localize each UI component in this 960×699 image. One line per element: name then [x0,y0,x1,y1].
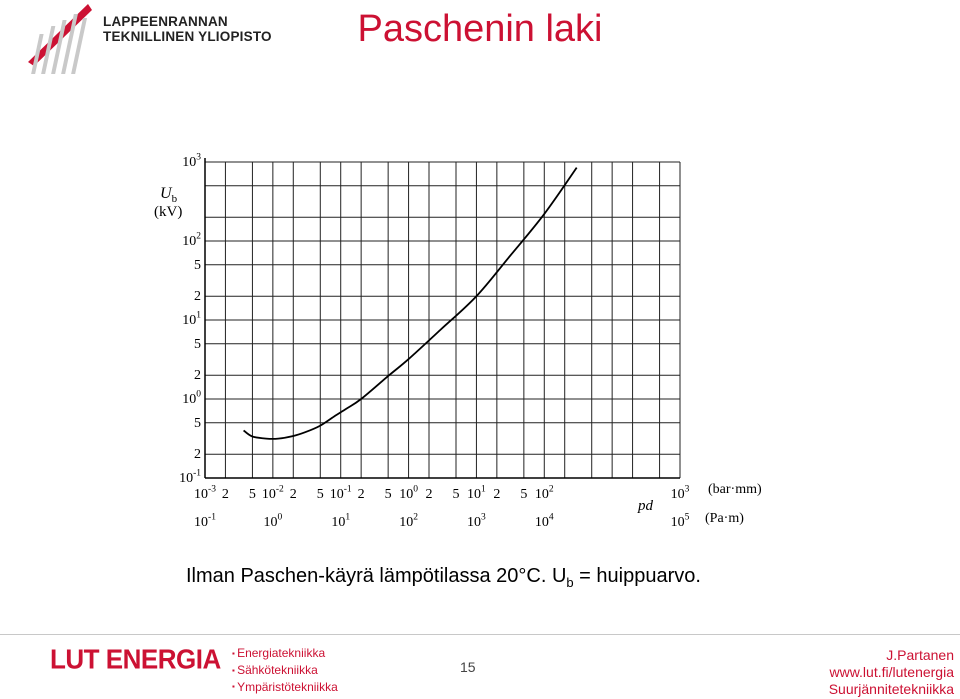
x-tick-label-bar-mm: 2 [221,487,229,502]
x-tick-label-pa-m: $10^3$ [467,512,486,530]
x-tick-label-bar-mm: $10^2$ [534,484,554,502]
x-tick-label-bar-mm: $10^{-3}$ [194,484,216,502]
paschen-chart [150,150,790,550]
x-tick-label-bar-mm: 2 [357,487,365,502]
university-name-line2: TEKNILLINEN YLIOPISTO [103,29,272,44]
course-name: Suurjännitetekniikka [828,681,954,697]
x-tick-label-bar-mm: 5 [452,487,460,502]
x-tick-label-bar-mm: 2 [425,487,433,502]
y-tick-label: 2 [194,447,201,463]
x-tick-label-bar-mm: $10^3$ [670,484,690,502]
x-tick-label-bar-mm: $10^{-1}$ [329,484,352,502]
x-tick-label-bar-mm: 5 [384,487,392,502]
caption-text-end: = huippuarvo. [573,565,701,587]
y-tick-label: $10^{-1}$ [179,468,201,486]
x-tick-label-pa-m: $10^{-1}$ [194,512,216,530]
y-tick-label: $10^0$ [182,389,201,407]
x-tick-label-bar-mm: 5 [248,487,256,502]
x-tick-label-pa-m: $10^0$ [263,512,283,530]
y-tick-label: 5 [194,336,201,352]
x-tick-label-bar-mm: $10^1$ [467,484,486,502]
y-tick-label: $10^3$ [182,152,201,170]
y-tick-label: 5 [194,415,201,431]
x-tick-label-pa-m: $10^4$ [534,512,554,530]
footer-credits [829,647,954,698]
university-name-line1: LAPPEENRANNAN [103,14,228,29]
department-item: ▪ Energiatekniikka [232,645,338,662]
x-tick-label-pa-m: $10^5$ [670,512,690,530]
x-tick-label-bar-mm: 5 [316,487,324,502]
caption-subscript: b [566,575,574,590]
x-tick-label-bar-mm: $10^0$ [399,484,418,502]
y-tick-label: 2 [194,289,201,305]
department-item: ▪ Sähkötekniikka [232,662,338,679]
department-list [232,645,338,695]
chart-caption [186,565,701,590]
caption-text: Ilman Paschen-käyrä lämpötilassa 20°C. U [186,565,567,587]
x-axis-unit-pa-m: (Pa·m) [705,511,744,526]
page-number: 15 [460,659,476,675]
x-tick-label-bar-mm: 2 [289,487,297,502]
x-tick-label-bar-mm: 5 [520,487,528,502]
page-title: Paschenin laki [357,8,603,50]
y-tick-label: 2 [194,368,201,384]
footer-divider [0,634,960,635]
y-tick-label: 5 [194,257,201,273]
x-axis-unit-bar-mm: (bar·mm) [708,482,762,497]
website-link[interactable]: www.lut.fi/lutenergia [829,664,954,680]
x-tick-label-bar-mm: 2 [493,487,501,502]
y-axis-label: $U_b$ [160,185,178,205]
department-item: ▪ Ympäristötekniikka [232,679,338,696]
y-axis-unit: (kV) [154,204,183,220]
x-tick-label-pa-m: $10^1$ [331,512,351,530]
y-tick-label: $10^1$ [182,310,201,328]
y-tick-label: $10^2$ [182,231,201,249]
x-tick-label-pa-m: $10^2$ [399,512,418,530]
x-axis-label: pd [638,498,653,514]
lut-energia-logo: LUT ENERGIA [50,643,221,675]
x-tick-label-bar-mm: $10^{-2}$ [261,484,284,502]
author: J.Partanen [886,647,954,663]
